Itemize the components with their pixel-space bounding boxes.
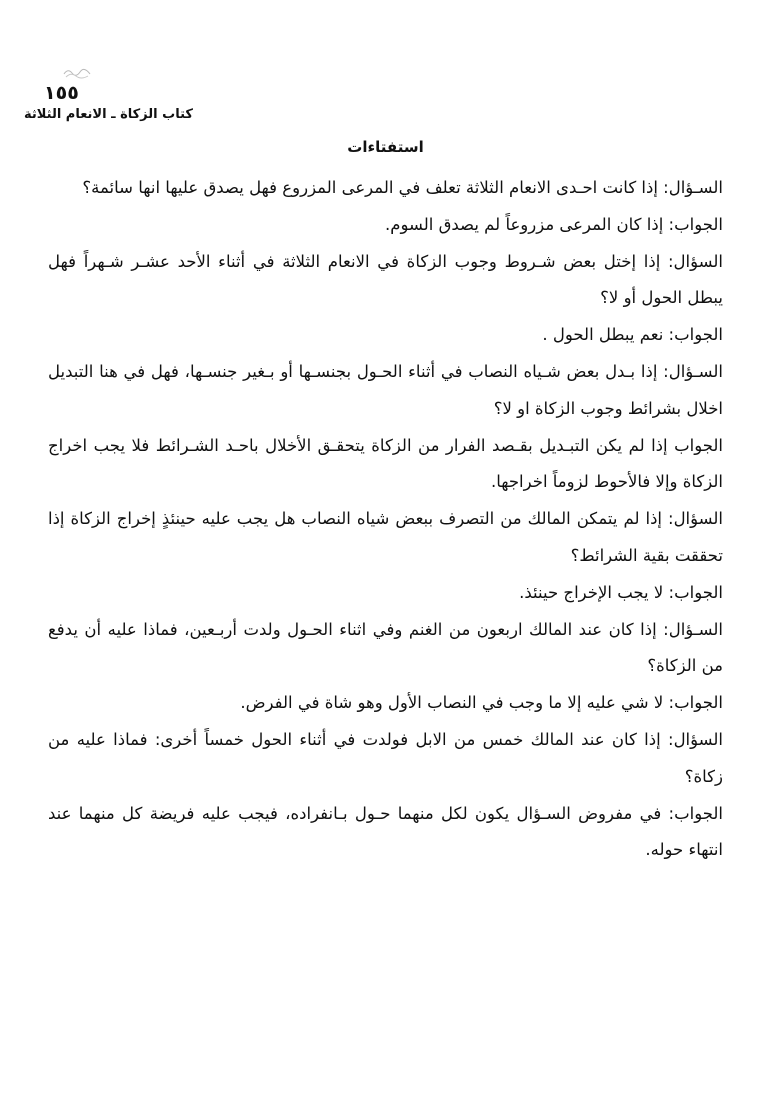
answer-5: الجواب: لا شي عليه إلا ما وجب في النصاب الأول وهو شاة في الفرض. xyxy=(240,693,723,713)
pencil-mark-decoration xyxy=(62,66,92,80)
question-2: السؤال: إذا إختل بعض شـروط وجوب الزكاة في الانعام الثلاثة في أثناء الأحد عشـر شـهراً فهل يبطل الحول أو لا؟ xyxy=(48,251,723,308)
question-5: السـؤال: إذا كان عند المالك اربعون من الغنم وفي اثناء الحـول ولدت أربـعين، فماذا عليه أن يدفع من الزكاة؟ xyxy=(48,619,723,676)
answer-1: الجواب: إذا كان المرعى مزروعاً لم يصدق السوم. xyxy=(385,214,723,234)
answer-4: الجواب: لا يجب الإخراج حينئذ. xyxy=(519,582,723,602)
page-number: ١٥٥ xyxy=(44,82,79,104)
answer-2: الجواب: نعم يبطل الحول . xyxy=(542,325,723,345)
question-1: السـؤال: إذا كانت احـدى الانعام الثلاثة تعلف في المرعى المزروع فهل يصدق عليها انها سائمة؟ xyxy=(82,178,723,197)
question-3: السـؤال: إذا بـدل بعض شـياه النصاب في أثناء الحـول بجنسـها أو بـغير جنسـها، فهل في هنا التبديل اخلال بشرائط وجوب الزكاة او لا؟ xyxy=(48,361,723,418)
section-title: استفتاءات xyxy=(347,138,424,156)
question-6: السؤال: إذا كان عند المالك خمس من الابل فولدت في أثناء الحول خمساً أخرى: فماذا عليه من زكاة؟ xyxy=(48,729,723,786)
answer-6: الجواب: في مفروض السـؤال يكون لكل منهما حـول بـانفراده، فيجب عليه فريضة كل منهما عند انتهاء حوله. xyxy=(48,803,723,860)
qa-content xyxy=(48,170,723,869)
running-title: كتاب الزكاة ـ الانعام الثلاثة xyxy=(24,107,193,122)
answer-3: الجواب إذا لم يكن التبـديل بقـصد الفرار من الزكاة يتحقـق الأخلال باحـد الشـرائط فلا يجب اخراج الزكاة وإلا فالأحوط لزوماً اخراجها. xyxy=(48,435,723,492)
question-4: السؤال: إذا لم يتمكن المالك من التصرف ببعض شياه النصاب هل يجب عليه حينئذٍ إخراج الزكاة إذا تحققت بقية الشرائط؟ xyxy=(48,509,723,565)
